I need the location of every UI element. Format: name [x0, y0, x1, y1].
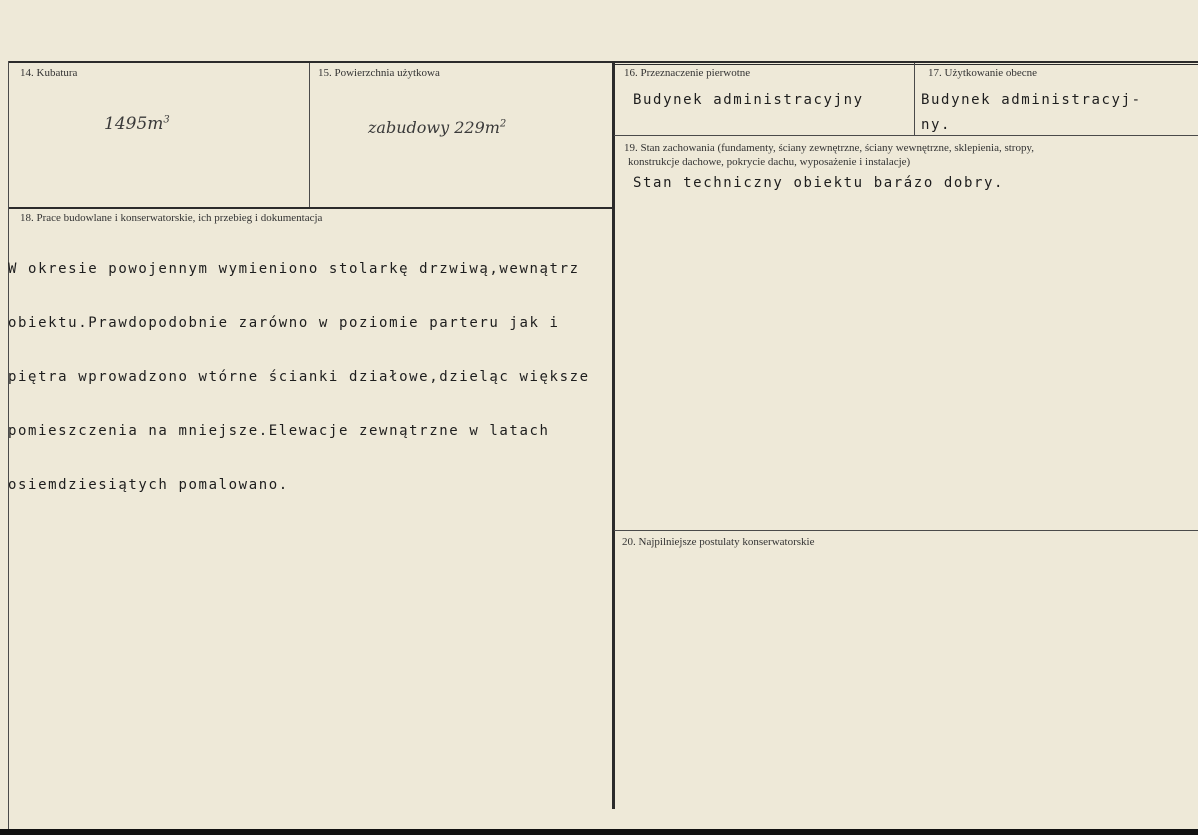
bottom-edge-strip	[0, 829, 1198, 835]
area-exponent: 2	[499, 118, 507, 130]
top-border-line	[8, 61, 1198, 63]
field-16-label: 16. Przeznaczenie pierwotne	[624, 67, 751, 79]
field-14-label: 14. Kubatura	[20, 67, 78, 79]
field-17-label: 17. Użytkowanie obecne	[928, 67, 1038, 79]
field-19-value: Stan techniczny obiektu barázo dobry.	[633, 175, 1005, 191]
field-18-label: 18. Prace budowlane i konserwatorskie, ich przebieg i dokumentacja	[20, 212, 323, 224]
field-15-value	[368, 118, 506, 137]
left-column-divider	[612, 61, 615, 809]
divider-row-20	[614, 530, 1198, 531]
field-15-label: 15. Powierzchnia użytkowa	[318, 67, 440, 79]
field-18-line-3: piętra wprowadzono wtórne ścianki działowe,dzieląc większe	[8, 369, 590, 385]
kubatura-number: 1495	[104, 114, 148, 134]
kubatura-unit: m	[147, 114, 164, 134]
divider-row-19	[614, 135, 1198, 136]
field-18-line-5: osiemdziesiątych pomalowano.	[8, 477, 289, 493]
field-20-label: 20. Najpilniejsze postulaty konserwatorskie	[622, 536, 815, 548]
field-18-line-4: pomieszczenia na mniejsze.Elewacje zewnątrzne w latach	[8, 423, 550, 439]
field-17-value-line2: ny.	[921, 117, 952, 133]
divider-row-18	[8, 207, 613, 209]
area-text: zabudowy 229	[368, 118, 485, 137]
field-18-text	[8, 229, 608, 526]
field-19-label-line1: 19. Stan zachowania (fundamenty, ściany zewnętrzne, ściany wewnętrzne, sklepienia, stropy,	[624, 142, 1035, 154]
top-border-line-right	[614, 64, 1198, 65]
kubatura-exponent: 3	[163, 114, 170, 126]
field-19-label-line2: konstrukcje dachowe, pokrycie dachu, wyposażenie i instalacje)	[628, 156, 911, 168]
divider-16-17	[914, 63, 915, 135]
field-16-value: Budynek administracyjny	[633, 92, 864, 108]
area-unit: m	[484, 118, 500, 137]
divider-14-15	[309, 63, 310, 207]
field-18-line-2: obiektu.Prawdopodobnie zarówno w poziomie parteru jak i	[8, 315, 560, 331]
field-18-line-1: W okresie powojennym wymieniono stolarkę drzwiwą,wewnątrz	[8, 261, 580, 277]
field-17-value-line1: Budynek administracyj-	[921, 92, 1142, 108]
field-14-value	[104, 114, 170, 134]
